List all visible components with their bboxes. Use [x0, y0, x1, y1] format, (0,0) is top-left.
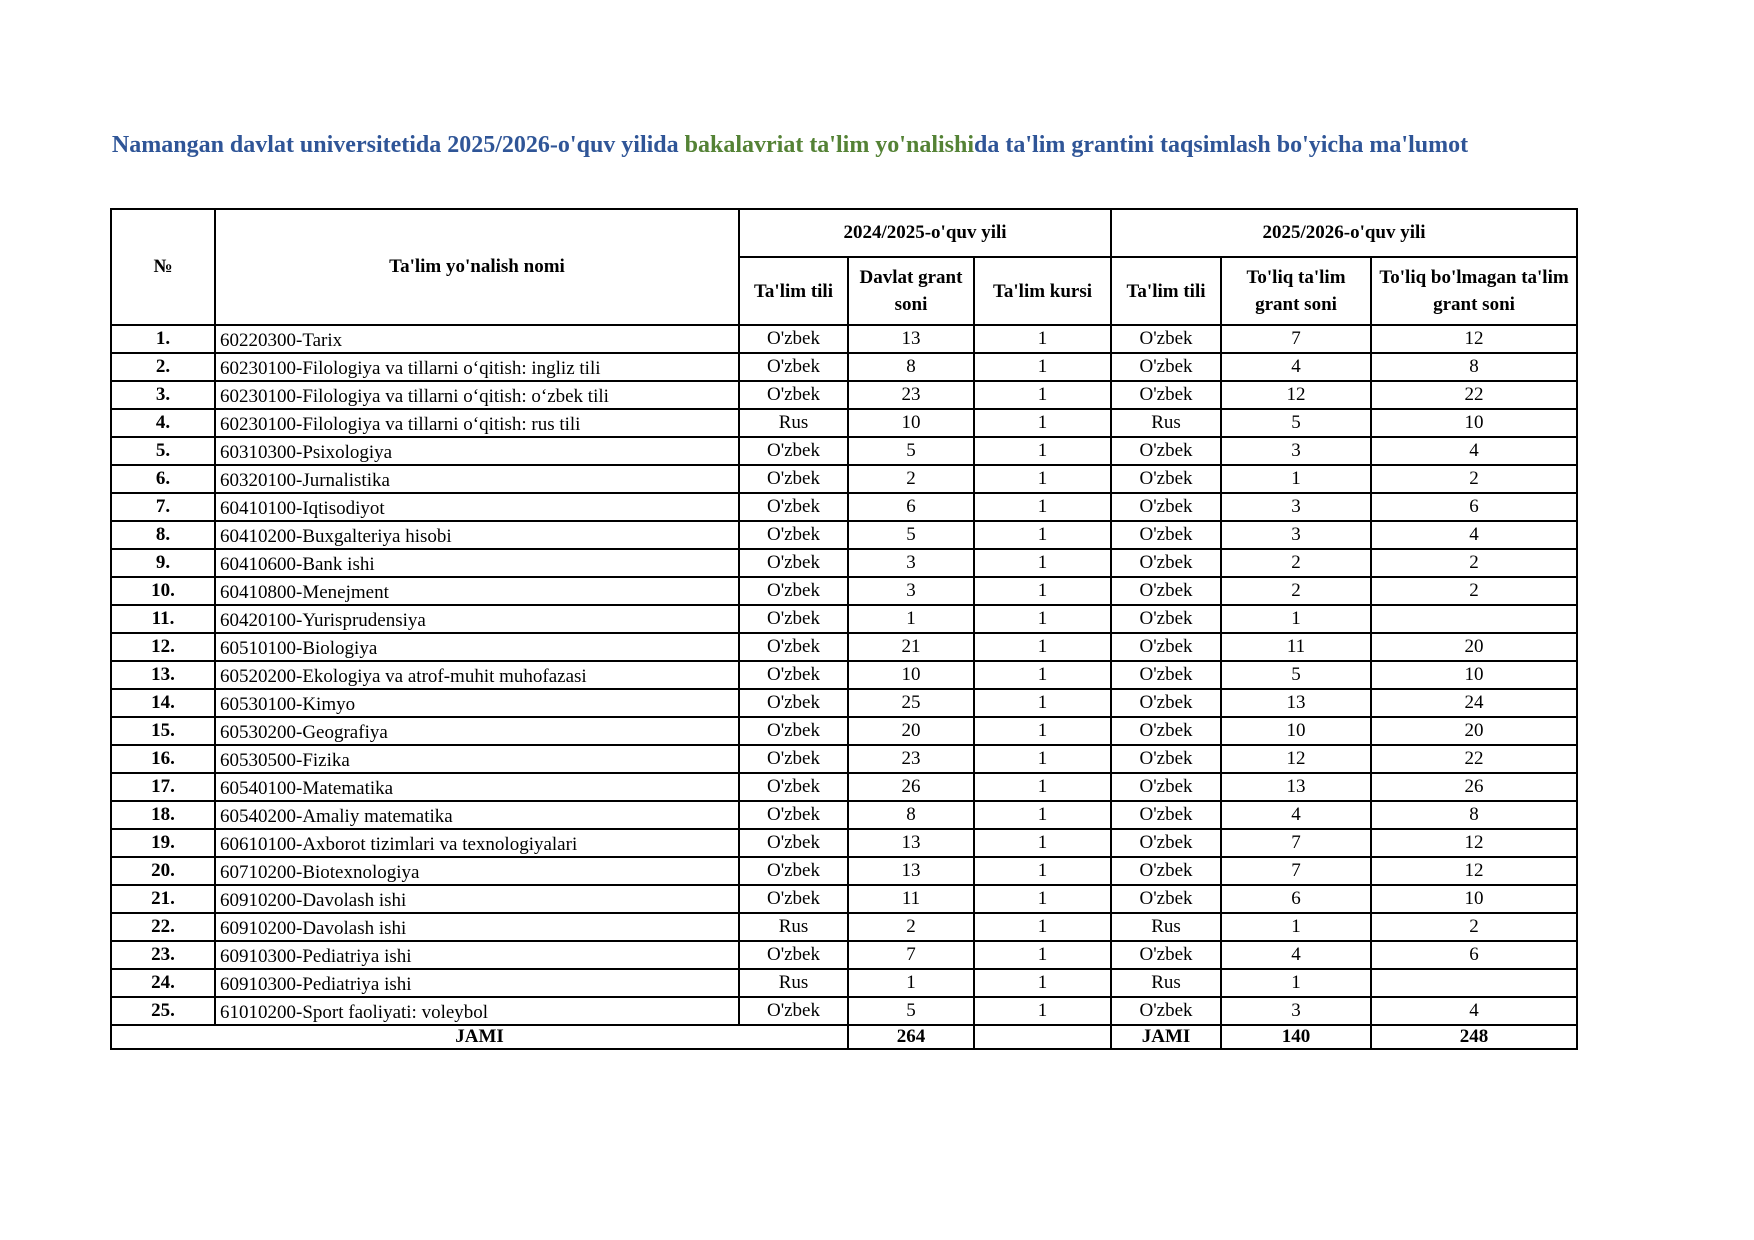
row-course: 1	[974, 381, 1111, 409]
row-state-grant: 21	[848, 633, 974, 661]
row-full-grant: 6	[1221, 885, 1371, 913]
row-name: 60410100-Iqtisodiyot	[215, 493, 739, 521]
table-row	[111, 885, 1577, 913]
row-language-2: O'zbek	[1111, 941, 1221, 969]
row-language-2: O'zbek	[1111, 689, 1221, 717]
row-course: 1	[974, 409, 1111, 437]
table-row	[111, 941, 1577, 969]
row-language-1: O'zbek	[739, 885, 848, 913]
row-full-grant: 2	[1221, 577, 1371, 605]
row-full-grant: 1	[1221, 605, 1371, 633]
row-number: 14.	[111, 689, 215, 717]
header-number: №	[111, 209, 215, 325]
row-name: 60910300-Pediatriya ishi	[215, 969, 739, 997]
row-course: 1	[974, 801, 1111, 829]
row-language-1: O'zbek	[739, 577, 848, 605]
row-language-1: Rus	[739, 409, 848, 437]
title-part-3: da ta'lim grantini taqsimlash bo'yicha ma'lumot	[974, 132, 1469, 158]
row-full-grant: 1	[1221, 969, 1371, 997]
header-course: Ta'lim kursi	[974, 257, 1111, 325]
table-row	[111, 997, 1577, 1025]
row-partial-grant: 12	[1371, 829, 1577, 857]
total-state-grant: 264	[848, 1025, 974, 1049]
row-language-2: Rus	[1111, 409, 1221, 437]
total-label-2: JAMI	[1111, 1025, 1221, 1049]
row-language-1: O'zbek	[739, 381, 848, 409]
row-language-1: O'zbek	[739, 605, 848, 633]
row-name: 60230100-Filologiya va tillarni o‘qitish: ingliz tili	[215, 353, 739, 381]
row-language-1: O'zbek	[739, 829, 848, 857]
row-language-2: O'zbek	[1111, 885, 1221, 913]
row-name: 60540200-Amaliy matematika	[215, 801, 739, 829]
row-partial-grant	[1371, 969, 1577, 997]
row-number: 11.	[111, 605, 215, 633]
table-row	[111, 717, 1577, 745]
row-language-1: O'zbek	[739, 801, 848, 829]
row-partial-grant: 22	[1371, 745, 1577, 773]
row-course: 1	[974, 465, 1111, 493]
row-state-grant: 1	[848, 605, 974, 633]
row-number: 1.	[111, 325, 215, 353]
row-full-grant: 2	[1221, 549, 1371, 577]
header-partial-grant: To'liq bo'lmagan ta'lim grant soni	[1371, 257, 1577, 325]
row-language-1: O'zbek	[739, 857, 848, 885]
row-state-grant: 3	[848, 577, 974, 605]
row-state-grant: 13	[848, 857, 974, 885]
table-row	[111, 353, 1577, 381]
table-row	[111, 745, 1577, 773]
row-name: 60610100-Axborot tizimlari va texnologiyalari	[215, 829, 739, 857]
row-course: 1	[974, 857, 1111, 885]
row-language-1: O'zbek	[739, 661, 848, 689]
table-row	[111, 465, 1577, 493]
row-name: 60520200-Ekologiya va atrof-muhit muhofazasi	[215, 661, 739, 689]
row-number: 4.	[111, 409, 215, 437]
row-partial-grant: 2	[1371, 577, 1577, 605]
table-row	[111, 857, 1577, 885]
row-name: 60910300-Pediatriya ishi	[215, 941, 739, 969]
table-row	[111, 437, 1577, 465]
header-full-grant: To'liq ta'lim grant soni	[1221, 257, 1371, 325]
row-language-2: O'zbek	[1111, 801, 1221, 829]
row-partial-grant: 22	[1371, 381, 1577, 409]
row-state-grant: 6	[848, 493, 974, 521]
row-course: 1	[974, 829, 1111, 857]
row-partial-grant: 26	[1371, 773, 1577, 801]
row-number: 2.	[111, 353, 215, 381]
table-row	[111, 577, 1577, 605]
row-name: 60410800-Menejment	[215, 577, 739, 605]
header-year-2025: 2025/2026-o'quv yili	[1111, 209, 1577, 257]
row-full-grant: 3	[1221, 437, 1371, 465]
row-language-2: O'zbek	[1111, 577, 1221, 605]
title-part-1: Namangan davlat universitetida 2025/2026-o'quv yilida	[111, 132, 685, 158]
row-full-grant: 3	[1221, 493, 1371, 521]
row-number: 15.	[111, 717, 215, 745]
row-course: 1	[974, 353, 1111, 381]
row-partial-grant: 8	[1371, 353, 1577, 381]
row-state-grant: 25	[848, 689, 974, 717]
row-language-2: O'zbek	[1111, 465, 1221, 493]
row-partial-grant	[1371, 605, 1577, 633]
row-course: 1	[974, 717, 1111, 745]
row-language-1: Rus	[739, 913, 848, 941]
row-name: 60320100-Jurnalistika	[215, 465, 739, 493]
row-partial-grant: 4	[1371, 521, 1577, 549]
grant-table	[110, 208, 1578, 1050]
row-course: 1	[974, 325, 1111, 353]
row-full-grant: 4	[1221, 353, 1371, 381]
row-language-2: O'zbek	[1111, 353, 1221, 381]
table-row	[111, 689, 1577, 717]
row-full-grant: 12	[1221, 745, 1371, 773]
table-row	[111, 913, 1577, 941]
row-language-2: O'zbek	[1111, 325, 1221, 353]
row-number: 19.	[111, 829, 215, 857]
table-row	[111, 521, 1577, 549]
row-partial-grant: 4	[1371, 997, 1577, 1025]
row-partial-grant: 2	[1371, 549, 1577, 577]
row-full-grant: 7	[1221, 829, 1371, 857]
row-language-1: O'zbek	[739, 325, 848, 353]
table-row	[111, 605, 1577, 633]
row-state-grant: 5	[848, 521, 974, 549]
table-row	[111, 829, 1577, 857]
row-partial-grant: 10	[1371, 409, 1577, 437]
row-state-grant: 5	[848, 437, 974, 465]
row-number: 23.	[111, 941, 215, 969]
row-name: 61010200-Sport faoliyati: voleybol	[215, 997, 739, 1025]
row-state-grant: 8	[848, 353, 974, 381]
row-partial-grant: 8	[1371, 801, 1577, 829]
row-state-grant: 2	[848, 913, 974, 941]
header-year-2024: 2024/2025-o'quv yili	[739, 209, 1111, 257]
row-course: 1	[974, 521, 1111, 549]
row-state-grant: 20	[848, 717, 974, 745]
row-number: 5.	[111, 437, 215, 465]
row-partial-grant: 6	[1371, 941, 1577, 969]
row-language-2: O'zbek	[1111, 437, 1221, 465]
row-full-grant: 4	[1221, 941, 1371, 969]
row-course: 1	[974, 577, 1111, 605]
row-course: 1	[974, 633, 1111, 661]
row-partial-grant: 20	[1371, 633, 1577, 661]
row-language-2: O'zbek	[1111, 717, 1221, 745]
row-partial-grant: 20	[1371, 717, 1577, 745]
row-language-2: O'zbek	[1111, 829, 1221, 857]
row-full-grant: 10	[1221, 717, 1371, 745]
row-language-1: O'zbek	[739, 773, 848, 801]
row-language-1: O'zbek	[739, 745, 848, 773]
table-row	[111, 381, 1577, 409]
row-state-grant: 8	[848, 801, 974, 829]
row-full-grant: 5	[1221, 409, 1371, 437]
row-partial-grant: 2	[1371, 913, 1577, 941]
row-name: 60220300-Tarix	[215, 325, 739, 353]
row-language-1: O'zbek	[739, 549, 848, 577]
total-label-1: JAMI	[111, 1025, 848, 1049]
row-language-1: O'zbek	[739, 465, 848, 493]
row-number: 3.	[111, 381, 215, 409]
row-course: 1	[974, 493, 1111, 521]
page-title	[110, 129, 1470, 162]
row-full-grant: 4	[1221, 801, 1371, 829]
row-state-grant: 2	[848, 465, 974, 493]
table-row	[111, 969, 1577, 997]
table-row	[111, 773, 1577, 801]
row-partial-grant: 6	[1371, 493, 1577, 521]
total-course	[974, 1025, 1111, 1049]
row-state-grant: 23	[848, 381, 974, 409]
row-language-2: Rus	[1111, 913, 1221, 941]
row-state-grant: 23	[848, 745, 974, 773]
row-state-grant: 10	[848, 409, 974, 437]
row-language-2: O'zbek	[1111, 633, 1221, 661]
row-full-grant: 3	[1221, 521, 1371, 549]
row-number: 16.	[111, 745, 215, 773]
row-name: 60530500-Fizika	[215, 745, 739, 773]
table-row	[111, 325, 1577, 353]
row-state-grant: 11	[848, 885, 974, 913]
table-row	[111, 661, 1577, 689]
row-name: 60910200-Davolash ishi	[215, 885, 739, 913]
row-state-grant: 26	[848, 773, 974, 801]
row-language-1: O'zbek	[739, 633, 848, 661]
row-full-grant: 12	[1221, 381, 1371, 409]
row-number: 25.	[111, 997, 215, 1025]
row-number: 17.	[111, 773, 215, 801]
row-number: 22.	[111, 913, 215, 941]
row-name: 60410600-Bank ishi	[215, 549, 739, 577]
row-partial-grant: 12	[1371, 857, 1577, 885]
row-number: 20.	[111, 857, 215, 885]
row-partial-grant: 4	[1371, 437, 1577, 465]
total-partial-grant: 248	[1371, 1025, 1577, 1049]
row-full-grant: 11	[1221, 633, 1371, 661]
row-course: 1	[974, 549, 1111, 577]
row-number: 18.	[111, 801, 215, 829]
header-name: Ta'lim yo'nalish nomi	[215, 209, 739, 325]
row-language-1: O'zbek	[739, 689, 848, 717]
row-language-1: O'zbek	[739, 437, 848, 465]
row-full-grant: 5	[1221, 661, 1371, 689]
total-row	[111, 1025, 1577, 1049]
row-language-2: O'zbek	[1111, 381, 1221, 409]
row-language-1: O'zbek	[739, 997, 848, 1025]
row-language-2: O'zbek	[1111, 997, 1221, 1025]
row-name: 60540100-Matematika	[215, 773, 739, 801]
row-state-grant: 13	[848, 325, 974, 353]
row-full-grant: 1	[1221, 465, 1371, 493]
row-number: 10.	[111, 577, 215, 605]
row-number: 8.	[111, 521, 215, 549]
row-course: 1	[974, 745, 1111, 773]
table-row	[111, 801, 1577, 829]
row-name: 60230100-Filologiya va tillarni o‘qitish: o‘zbek tili	[215, 381, 739, 409]
row-course: 1	[974, 997, 1111, 1025]
row-course: 1	[974, 661, 1111, 689]
row-name: 60410200-Buxgalteriya hisobi	[215, 521, 739, 549]
row-full-grant: 13	[1221, 689, 1371, 717]
header-language-1: Ta'lim tili	[739, 257, 848, 325]
row-language-1: O'zbek	[739, 493, 848, 521]
table-body	[111, 325, 1577, 1025]
row-language-2: O'zbek	[1111, 549, 1221, 577]
row-language-2: Rus	[1111, 969, 1221, 997]
row-number: 12.	[111, 633, 215, 661]
title-highlight: bakalavriat ta'lim yo'nalishi	[684, 132, 975, 158]
row-full-grant: 7	[1221, 857, 1371, 885]
row-partial-grant: 12	[1371, 325, 1577, 353]
row-number: 13.	[111, 661, 215, 689]
row-name: 60310300-Psixologiya	[215, 437, 739, 465]
row-course: 1	[974, 941, 1111, 969]
row-language-2: O'zbek	[1111, 857, 1221, 885]
row-name: 60710200-Biotexnologiya	[215, 857, 739, 885]
row-state-grant: 5	[848, 997, 974, 1025]
row-language-2: O'zbek	[1111, 493, 1221, 521]
table-row	[111, 493, 1577, 521]
row-number: 6.	[111, 465, 215, 493]
row-number: 24.	[111, 969, 215, 997]
row-partial-grant: 10	[1371, 661, 1577, 689]
row-name: 60910200-Davolash ishi	[215, 913, 739, 941]
row-name: 60230100-Filologiya va tillarni o‘qitish: rus tili	[215, 409, 739, 437]
row-course: 1	[974, 969, 1111, 997]
row-course: 1	[974, 773, 1111, 801]
row-number: 7.	[111, 493, 215, 521]
row-number: 9.	[111, 549, 215, 577]
header-state-grant: Davlat grant soni	[848, 257, 974, 325]
row-course: 1	[974, 885, 1111, 913]
table-row	[111, 409, 1577, 437]
table-row	[111, 549, 1577, 577]
row-language-1: O'zbek	[739, 353, 848, 381]
row-state-grant: 10	[848, 661, 974, 689]
row-state-grant: 7	[848, 941, 974, 969]
row-language-1: O'zbek	[739, 521, 848, 549]
header-language-2: Ta'lim tili	[1111, 257, 1221, 325]
row-partial-grant: 2	[1371, 465, 1577, 493]
row-partial-grant: 10	[1371, 885, 1577, 913]
row-state-grant: 1	[848, 969, 974, 997]
row-number: 21.	[111, 885, 215, 913]
row-course: 1	[974, 913, 1111, 941]
row-name: 60530100-Kimyo	[215, 689, 739, 717]
row-language-1: O'zbek	[739, 941, 848, 969]
row-state-grant: 3	[848, 549, 974, 577]
row-language-1: Rus	[739, 969, 848, 997]
row-name: 60420100-Yurisprudensiya	[215, 605, 739, 633]
row-course: 1	[974, 689, 1111, 717]
total-full-grant: 140	[1221, 1025, 1371, 1049]
row-full-grant: 7	[1221, 325, 1371, 353]
row-name: 60510100-Biologiya	[215, 633, 739, 661]
row-language-2: O'zbek	[1111, 521, 1221, 549]
row-language-2: O'zbek	[1111, 605, 1221, 633]
row-name: 60530200-Geografiya	[215, 717, 739, 745]
row-state-grant: 13	[848, 829, 974, 857]
row-course: 1	[974, 437, 1111, 465]
table-row	[111, 633, 1577, 661]
row-full-grant: 1	[1221, 913, 1371, 941]
row-language-2: O'zbek	[1111, 661, 1221, 689]
row-language-2: O'zbek	[1111, 745, 1221, 773]
row-full-grant: 13	[1221, 773, 1371, 801]
row-language-2: O'zbek	[1111, 773, 1221, 801]
row-partial-grant: 24	[1371, 689, 1577, 717]
row-full-grant: 3	[1221, 997, 1371, 1025]
row-course: 1	[974, 605, 1111, 633]
row-language-1: O'zbek	[739, 717, 848, 745]
